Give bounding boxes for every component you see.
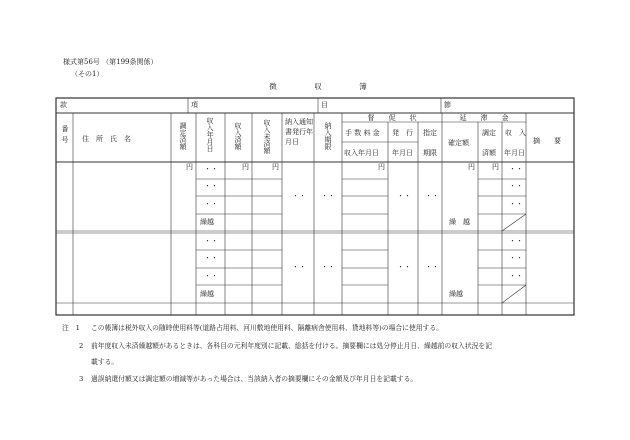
col-late-assessed-sub: 済額: [482, 149, 496, 157]
date-placeholder: ・・: [204, 272, 218, 280]
note-1-text: この帳簿は税外収入の随時使用料等(道路占用料、河川敷地使用料、隔離病舎使用料、貸地料等)の場合に使用する。: [91, 324, 443, 332]
col-designated: 指定: [423, 129, 437, 137]
page-title: 徴 収 簿: [269, 82, 367, 91]
date-placeholder: ・・: [509, 182, 523, 190]
col-notice-date: 納入通知書発行年月日: [285, 118, 313, 146]
yen-unit: 円: [242, 163, 249, 171]
col-designated-sub: 期限: [423, 149, 437, 157]
col-received: 収入済額: [234, 122, 242, 150]
yen-unit: 円: [468, 163, 475, 171]
col-assessed: 調定済額: [179, 122, 187, 150]
kan-label: 款: [60, 101, 67, 109]
col-address: 住 所 氏 名: [82, 135, 131, 143]
carryover-label: 繰越: [200, 218, 214, 226]
date-placeholder: ・・: [204, 165, 218, 173]
form-sub-number: （その1）: [71, 70, 104, 78]
date-placeholder: ・・: [509, 200, 523, 208]
col-receipt-date: 収入年月日: [206, 117, 214, 152]
col-determined: 確定額: [448, 139, 469, 147]
date-placeholder: ・・: [204, 182, 218, 190]
note-1-label: 注 1: [62, 324, 80, 332]
date-placeholder: ・・: [321, 263, 335, 271]
date-placeholder: ・・: [397, 263, 411, 271]
carryover-label: 繰越: [449, 290, 463, 298]
yen-unit: 円: [186, 163, 193, 171]
date-placeholder: ・・: [292, 263, 306, 271]
date-placeholder: ・・: [321, 192, 335, 200]
date-placeholder: ・・: [509, 237, 523, 245]
setsu-label: 節: [444, 101, 451, 109]
note-3-text: 過誤納還付額又は調定額の増減等があった場合は、当該納入者の摘要欄にその金額及び年月日を記載する。: [91, 375, 418, 383]
date-placeholder: ・・: [509, 272, 523, 280]
date-placeholder: ・・: [397, 192, 411, 200]
col-late-receipt: 収 入: [505, 129, 526, 137]
col-late-assessed: 調定: [482, 129, 496, 137]
col-late-receipt-sub: 年月日: [504, 149, 525, 157]
col-fee: 手 数 料 金: [345, 129, 380, 137]
date-placeholder: ・・: [509, 254, 523, 262]
note-2-text: 前年度収入未済繰越額があるときは、各科目の元利年度別に記載、総括を付ける。摘要欄には処分停止月日、繰越前の収入状況を記: [91, 342, 493, 350]
date-placeholder: ・・: [292, 192, 306, 200]
carryover-label: 繰 越: [449, 218, 470, 226]
col-issue-date: 年月日: [392, 149, 413, 157]
col-remarks: 摘 要: [533, 137, 561, 145]
date-placeholder: ・・: [204, 237, 218, 245]
col-unreceived: 収入未済額: [263, 119, 271, 154]
kou-label: 項: [191, 101, 198, 109]
col-issue: 発 行: [392, 129, 413, 137]
carryover-label: 繰越: [200, 290, 214, 298]
date-placeholder: ・・: [204, 200, 218, 208]
yen-unit: 円: [378, 163, 385, 171]
moku-label: 目: [321, 101, 328, 109]
demand-group-label: 督 促 状: [367, 114, 417, 122]
yen-unit: 円: [272, 163, 279, 171]
note-3-label: 3: [79, 375, 84, 383]
col-due-date: 納入期限: [324, 122, 332, 150]
yen-unit: 円: [492, 163, 499, 171]
late-group-label: 延 滞 金: [459, 114, 509, 122]
col-fee-date: 収入年月日: [344, 149, 379, 157]
date-placeholder: ・・: [425, 263, 439, 271]
date-placeholder: ・・: [509, 165, 523, 173]
col-number: 番号: [61, 125, 69, 147]
note-2-continued: 載する。: [91, 358, 119, 366]
form-number: 様式第56号 （第199条関係）: [63, 58, 158, 66]
date-placeholder: ・・: [204, 254, 218, 262]
note-2-label: 2: [79, 342, 84, 350]
date-placeholder: ・・: [425, 192, 439, 200]
